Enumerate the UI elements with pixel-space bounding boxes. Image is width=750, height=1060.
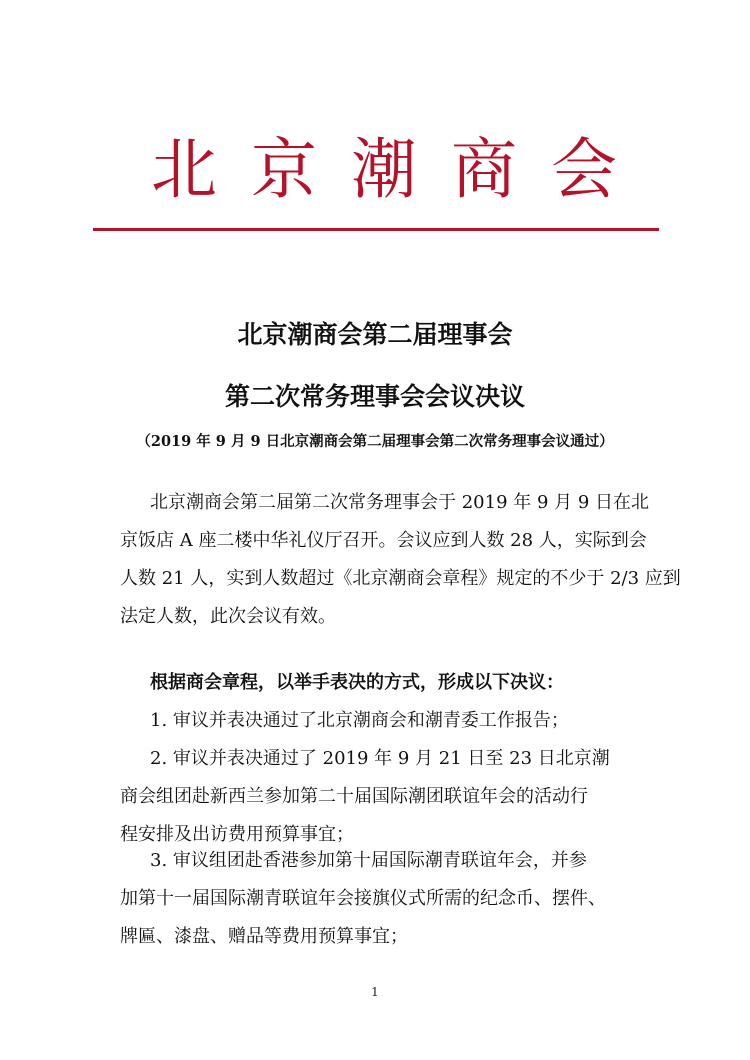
resolution-lead: 根据商会章程，以举手表决的方式，形成以下决议： — [150, 672, 564, 693]
intro-line: 法定人数，此次会议有效。 — [120, 606, 336, 627]
letterhead-divider — [93, 228, 659, 231]
resolution-item-line: 3. 审议组团赴香港参加第十届国际潮青联谊年会，并参 — [150, 850, 587, 871]
resolution-item-line: 程安排及出访费用预算事宜； — [120, 824, 354, 845]
intro-line: 京饭店 A 座二楼中华礼仪厅召开。会议应到人数 28 人，实际到会 — [120, 530, 647, 551]
resolution-item-line: 牌匾、漆盘、赠品等费用预算事宜； — [120, 926, 408, 947]
resolution-item-line: 加第十一届国际潮青联谊年会接旗仪式所需的纪念币、摆件、 — [120, 888, 606, 909]
resolution-item-line: 2. 审议并表决通过了 2019 年 9 月 21 日至 23 日北京潮 — [150, 748, 610, 769]
resolution-item-line: 商会组团赴新西兰参加第二十届国际潮团联谊年会的活动行 — [120, 786, 588, 807]
letterhead-org-name: 北京潮商会 — [151, 131, 651, 208]
resolution-item-2 — [120, 740, 645, 854]
intro-paragraph — [120, 484, 681, 636]
document-title-line1: 北京潮商会第二届理事会 — [237, 320, 513, 349]
intro-line: 北京潮商会第二届第二次常务理事会于 2019 年 9 月 9 日在北 — [150, 492, 650, 513]
document-title-line2: 第二次常务理事会会议决议 — [224, 382, 525, 411]
intro-line: 人数 21 人，实到人数超过《北京潮商会章程》规定的不少于 2/3 应到 — [120, 568, 681, 589]
resolution-item-line: 1. 审议并表决通过了北京潮商会和潮青委工作报告； — [150, 710, 569, 731]
document-subtitle: （2019 年 9 月 9 日北京潮商会第二届理事会第二次常务理事会议通过） — [136, 433, 614, 450]
resolution-item-1 — [120, 702, 645, 740]
page-number: 1 — [371, 985, 379, 999]
resolution-item-3 — [120, 842, 645, 956]
